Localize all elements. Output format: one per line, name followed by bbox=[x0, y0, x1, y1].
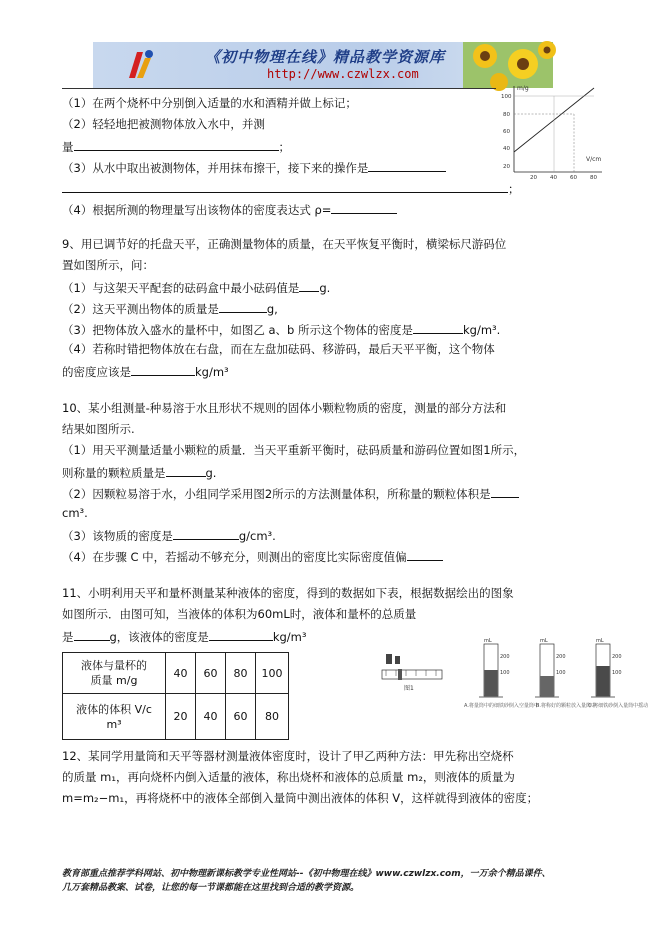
answer-blank[interactable] bbox=[368, 159, 446, 172]
experiment-figures bbox=[376, 636, 649, 726]
q8-step3: （3）从水中取出被测物体，并用抹布擦干，接下来的操作是 bbox=[62, 159, 446, 175]
q12-stem-cont: 的质量 m₁，再向烧杯内倒入适量的液体，称出烧杯和液体的总质量 m₂，则液体的质量为 bbox=[62, 770, 515, 784]
answer-blank[interactable] bbox=[407, 548, 443, 561]
figure1-label: 图1 bbox=[404, 685, 414, 692]
q10-part1: （1）用天平测量适量小颗粒的质量．当天平重新平衡时，砝码质量和游码位置如图1所示， bbox=[62, 443, 526, 457]
table-header-cell: 液体的体积 V/c m³ bbox=[63, 694, 166, 740]
cylinder-a bbox=[464, 638, 539, 709]
x-tick: 20 bbox=[530, 175, 537, 181]
q11-stem-cont: 如图所示．由图可知，当液体的体积为60mL时，液体和量杯的总质量 bbox=[62, 607, 417, 621]
answer-blank[interactable] bbox=[299, 279, 319, 292]
svg-text:100: 100 bbox=[612, 670, 622, 676]
q9-part4-cont: 的密度应该是 kg/m³ bbox=[62, 365, 229, 379]
caption-b: B.将称好的颗粒放入量筒中 bbox=[536, 703, 597, 709]
table-cell: 20 bbox=[166, 694, 196, 740]
answer-blank[interactable] bbox=[74, 628, 110, 641]
q9-part3: （3）把物体放入盛水的量杯中，如图乙 a、b 所示这个物体的密度是 kg/m³. bbox=[62, 323, 501, 337]
header-banner bbox=[93, 42, 553, 88]
q8-step1: （1）在两个烧杯中分别倒入适量的水和酒精并做上标记； bbox=[62, 96, 357, 110]
answer-blank[interactable] bbox=[209, 628, 273, 641]
svg-text:mL: mL bbox=[540, 638, 548, 644]
answer-blank[interactable] bbox=[173, 527, 239, 540]
q9-part2: （2）这天平测出物体的质量是 g, bbox=[62, 302, 278, 316]
answer-blank[interactable] bbox=[131, 363, 195, 376]
q12-stem-cont2: m=m₂−m₁，再将烧杯中的液体全部倒入量筒中测出液体的体积 V，这样就得到液体的密度； bbox=[62, 791, 539, 805]
table-cell: 60 bbox=[196, 653, 226, 694]
q9-part1: （1）与这架天平配套的砝码盒中最小砝码值是 g. bbox=[62, 281, 331, 295]
answer-blank[interactable] bbox=[166, 464, 206, 477]
cylinder-b bbox=[535, 638, 596, 709]
table-cell: 80 bbox=[226, 653, 256, 694]
q10-part4: （4）在步骤 C 中，若摇动不够充分，则测出的密度比实际密度值偏 bbox=[62, 548, 443, 564]
x-tick: 40 bbox=[550, 175, 557, 181]
answer-blank[interactable] bbox=[62, 180, 508, 193]
q10-stem: 10、某小组测量-种易溶于水且形状不规则的固体小颗粒物质的密度，测量的部分方法和 bbox=[62, 401, 507, 415]
header-rule bbox=[62, 88, 496, 89]
data-table bbox=[62, 652, 289, 740]
table-cell: 80 bbox=[256, 694, 289, 740]
graph-ylabel: m/g bbox=[517, 85, 529, 92]
cylinder-c bbox=[588, 638, 648, 709]
q10-part1-cont: 则称量的颗粒质量是 g. bbox=[62, 466, 217, 480]
y-tick: 100 bbox=[501, 94, 512, 100]
table-cell: 60 bbox=[226, 694, 256, 740]
svg-text:100: 100 bbox=[556, 670, 566, 676]
svg-text:mL: mL bbox=[596, 638, 604, 644]
q9-stem-cont: 置如图所示，问： bbox=[62, 258, 154, 272]
caption-a: A.将量筒中的细铁砂倒入空量筒中 bbox=[464, 703, 539, 709]
balance-rider-figure bbox=[382, 654, 442, 692]
q11-stem: 11、小明利用天平和量杯测量某种液体的密度，得到的数据如下表，根据数据绘出的图象 bbox=[62, 586, 514, 600]
site-logo-icon bbox=[123, 48, 157, 82]
mass-volume-graph bbox=[498, 82, 610, 182]
banner-title: 《初中物理在线》精品教学资源库 bbox=[205, 48, 446, 66]
q8-step4: （4）根据所测的物理量写出该物体的密度表达式 ρ= bbox=[62, 201, 397, 217]
table-cell: 100 bbox=[256, 653, 289, 694]
q11-stem-cont2: 是 g，该液体的密度是 kg/m³ bbox=[62, 630, 307, 644]
svg-text:200: 200 bbox=[500, 654, 510, 660]
q9-stem: 9、用已调节好的托盘天平，正确测量物体的质量，在天平恢复平衡时，横梁标尺游码位 bbox=[62, 237, 507, 251]
svg-text:200: 200 bbox=[612, 654, 622, 660]
q12-stem: 12、某同学用量筒和天平等器材测量液体密度时，设计了甲乙两种方法：甲先称出空烧杯 bbox=[62, 749, 514, 763]
svg-text:200: 200 bbox=[556, 654, 566, 660]
q8-step2: （2）轻轻地把被测物体放入水中，并测 bbox=[62, 117, 265, 131]
table-row bbox=[63, 653, 289, 694]
answer-blank[interactable] bbox=[491, 485, 519, 498]
y-tick: 60 bbox=[503, 129, 510, 135]
y-tick: 20 bbox=[503, 164, 510, 170]
caption-c: C.将细铁砂倒入量筒中摇动 bbox=[588, 703, 649, 709]
answer-blank[interactable] bbox=[74, 138, 279, 151]
x-tick: 60 bbox=[570, 175, 577, 181]
y-tick: 80 bbox=[503, 112, 510, 118]
q8-step3-cont: ； bbox=[62, 180, 520, 196]
q10-part3: （3）该物质的密度是 g/cm³. bbox=[62, 529, 276, 543]
graph-xlabel: V/cm bbox=[586, 156, 602, 163]
q9-part4: （4）若称时错把物体放在右盘，而在左盘加砝码、移游码，最后天平平衡，这个物体 bbox=[62, 342, 495, 356]
answer-blank[interactable] bbox=[331, 201, 397, 214]
footer-line-1: 教育部重点推荐学科网站、初中物理新课标教学专业性网站--《初中物理在线》www.czwlzx.com，一万余个精品课件、 bbox=[62, 869, 551, 879]
q10-part2-cont: cm³. bbox=[62, 506, 88, 520]
y-tick: 40 bbox=[503, 146, 510, 152]
banner-url: http://www.czwlzx.com bbox=[267, 67, 419, 81]
q10-stem-cont: 结果如图所示. bbox=[62, 422, 135, 436]
q8-step2-cont: 量 ； bbox=[62, 140, 290, 154]
footer-line-2: 几万套精品教案、试卷，让您的每一节课都能在这里找到合适的教学资源。 bbox=[62, 883, 360, 893]
x-tick: 80 bbox=[590, 175, 597, 181]
svg-text:mL: mL bbox=[484, 638, 492, 644]
table-row bbox=[63, 694, 289, 740]
table-cell: 40 bbox=[196, 694, 226, 740]
svg-text:100: 100 bbox=[500, 670, 510, 676]
answer-blank[interactable] bbox=[219, 300, 267, 313]
q10-part2: （2）因颗粒易溶于水，小组同学采用图2所示的方法测量体积，所称量的颗粒体积是 bbox=[62, 485, 519, 501]
table-cell: 40 bbox=[166, 653, 196, 694]
answer-blank[interactable] bbox=[413, 321, 463, 334]
table-header-cell: 液体与量杯的 质量 m/g bbox=[63, 653, 166, 694]
